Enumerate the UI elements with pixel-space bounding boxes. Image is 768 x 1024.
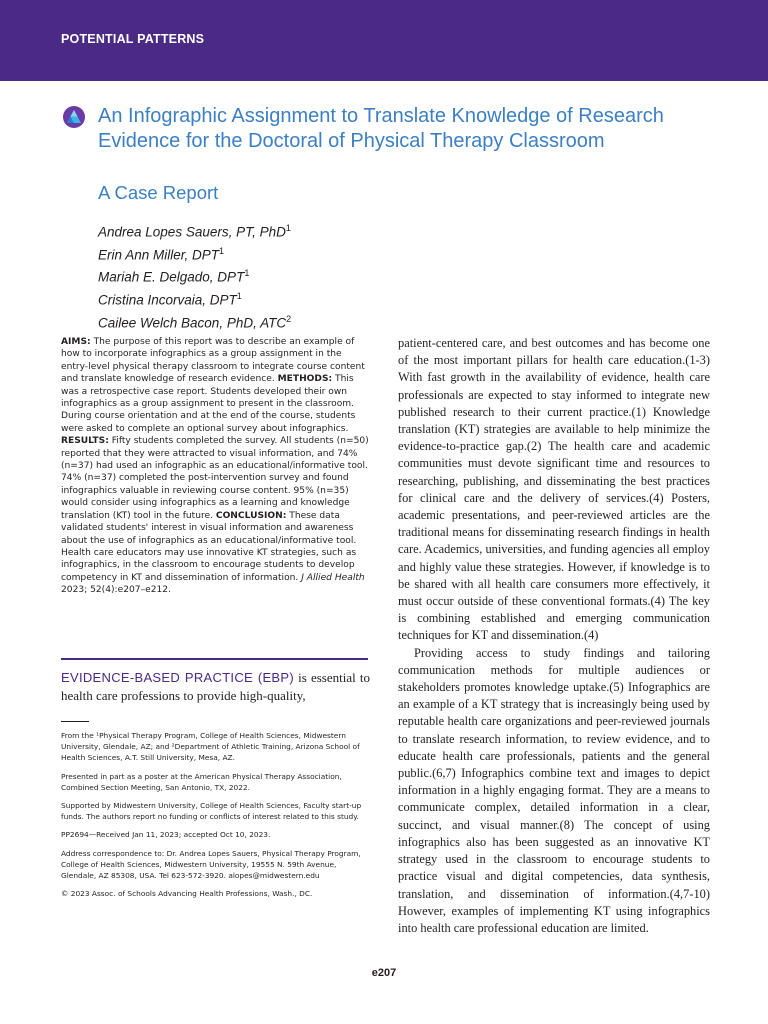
abstract-results-text: Fifty students completed the survey. All students (n=50) reported that they were attracted to visual information, and 74% (n=37) had used an infographic as an educational/informative tool. 74% (n=37) completed the post-intervention survey and found infographics valuable in reviewing course content. 95% (n=35) would consider using infographics as a learning and knowledge translation (KT) tool in the future. [61,436,369,521]
page-number: e207 [371,967,397,979]
intro-text: is essential to health care professions to provide high-quality, [61,670,371,703]
author-name: Erin Ann Miller, DPT [98,247,220,263]
abstract-conclusion-text: These data validated students' interest in visual information and awareness about the use of infographics as an educational/informative tool. Health care educators may use innovative KT strategies, such as infographics, in the classroom to encourage students to develop competency in KT and dissemination of information. [61,510,357,583]
citation-details: 2023; 52(4):e207–e212. [61,585,171,596]
author-entry [98,287,291,310]
author-name: Cristina Incorvaia, DPT [98,292,237,308]
body-paragraph: patient-centered care, and best outcomes and has become one of the most important pillars for health care education.(1-3) With fast growth in the availability of evidence, health care professionals are expected to stay informed to integrate new published research to their current practice.(1) Knowledge translation (KT) strategies are available to help minimize the evidence-to-practice gap.(2) The health care and academic communities must devote significant time and resources to researching, publishing, and disseminating the best practices for clinical care and the delivery of services.(4) Posters, academic presentations, and peer-reviewed articles are the traditional means for disseminating research findings in health care. Academics, universities, and funding agencies all employ and highly value these strategies. However, if knowledge is to be shared with all health care consumers more effectively, it must occur outside of these conventional formats.(4) The key is combining established and emerging communication techniques for KT and dissemination.(4) [398,336,710,643]
section-label: POTENTIAL PATTERNS [61,32,205,46]
author-entry [98,264,291,287]
author-name: Cailee Welch Bacon, PhD, ATC [98,315,287,331]
author-affiliation: 1 [285,223,291,233]
section-divider [61,658,368,660]
footnote-copyright: © 2023 Assoc. of Schools Advancing Health Professions, Wash., DC. [61,889,313,899]
author-affiliation: 1 [219,245,225,256]
footnote-presentation: Presented in part as a poster at the American Physical Therapy Association, Combined Section Meeting, San Antonio, TX, 2022. [61,771,342,792]
footnote-funding: Supported by Midwestern University, College of Health Sciences, Faculty start-up funds. The authors report no funding or conflicts of interest related to this study. [61,801,362,822]
author-affiliation: 2 [286,313,292,324]
article-title: An Infographic Assignment to Translate Knowledge of Research Evidence for the Doctoral of Physical Therapy Classroom [98,105,664,152]
author-affiliation: 1 [244,268,250,279]
abstract-methods-text: This was a retrospective case report. Students developed their own infographics as a group assignment to present in the classroom. During course orientation and at the end of the course, students were asked to complete an optional survey about infographics. [61,374,356,434]
intro-paragraph [61,669,370,705]
section-banner [0,0,768,81]
abstract [61,336,371,597]
journal-logo-icon [63,106,85,128]
author-entry [98,219,291,242]
intro-lead: EVIDENCE-BASED PRACTICE (EBP) [61,670,294,685]
abstract-aims-label: AIMS: [61,337,91,347]
citation-journal: J Allied Health [301,572,365,583]
author-name: Mariah E. Delgado, DPT [98,269,245,285]
author-entry [98,242,291,265]
abstract-aims-text: The purpose of this report was to describe an example of how to incorporate infographics as a group assignment in the entry-level physical therapy classroom to integrate course content and translate knowledge of research evidence. [61,337,365,385]
author-name: Andrea Lopes Sauers, PT, PhD [98,224,286,240]
author-entry [98,310,291,333]
body-right-column [398,335,710,937]
footnotes [61,730,371,906]
article-subtitle: A Case Report [98,182,219,203]
abstract-methods-label: METHODS: [277,374,333,385]
footnote-affiliations: From the ¹Physical Therapy Program, College of Health Sciences, Midwestern University, Glendale, AZ; and ²Department of Athletic Training, Arizona School of Health Sciences, A.T. Still University, Mesa, AZ. [61,731,360,763]
abstract-conclusion-label: CONCLUSION: [215,510,287,521]
abstract-results-label: RESULTS: [61,436,109,447]
footnote-rule [61,721,89,722]
author-list [98,219,291,333]
footnote-correspondence: Address correspondence to: Dr. Andrea Lopes Sauers, Physical Therapy Program, College of Health Sciences, Midwestern University, 19555 N. 59th Avenue, Glendale, AZ 85308, USA. Tel 623-572-3920. alopes@midwestern.edu [61,848,361,881]
footnote-received: PP2694—Received Jan 11, 2023; accepted Oct 10, 2023. [61,830,271,840]
author-affiliation: 1 [236,291,242,302]
body-paragraph: Providing access to study findings and tailoring communication methods for multiple audiences or stakeholders promotes knowledge uptake.(5) Infographics are an example of a KT strategy that is increasingly being used by reputable health care organizations and peer-reviewed journals to translate research information, to review evidence, and to educate health care professionals, patients and the general public.(6,7) Infographics combine text and images to depict information in a highly engaging format. They are a means to communicate complex, detailed information in a clear, succinct, and visual manner.(8) The concept of using infographics also has been suggested as an innovative KT strategy used in the classroom to encourage students to practice visual and digital competencies, data synthesis, translation, and dissemination of information.(4,7-10) However, examples of implementing KT using infographics into health care professional education are limited. [398,645,710,935]
